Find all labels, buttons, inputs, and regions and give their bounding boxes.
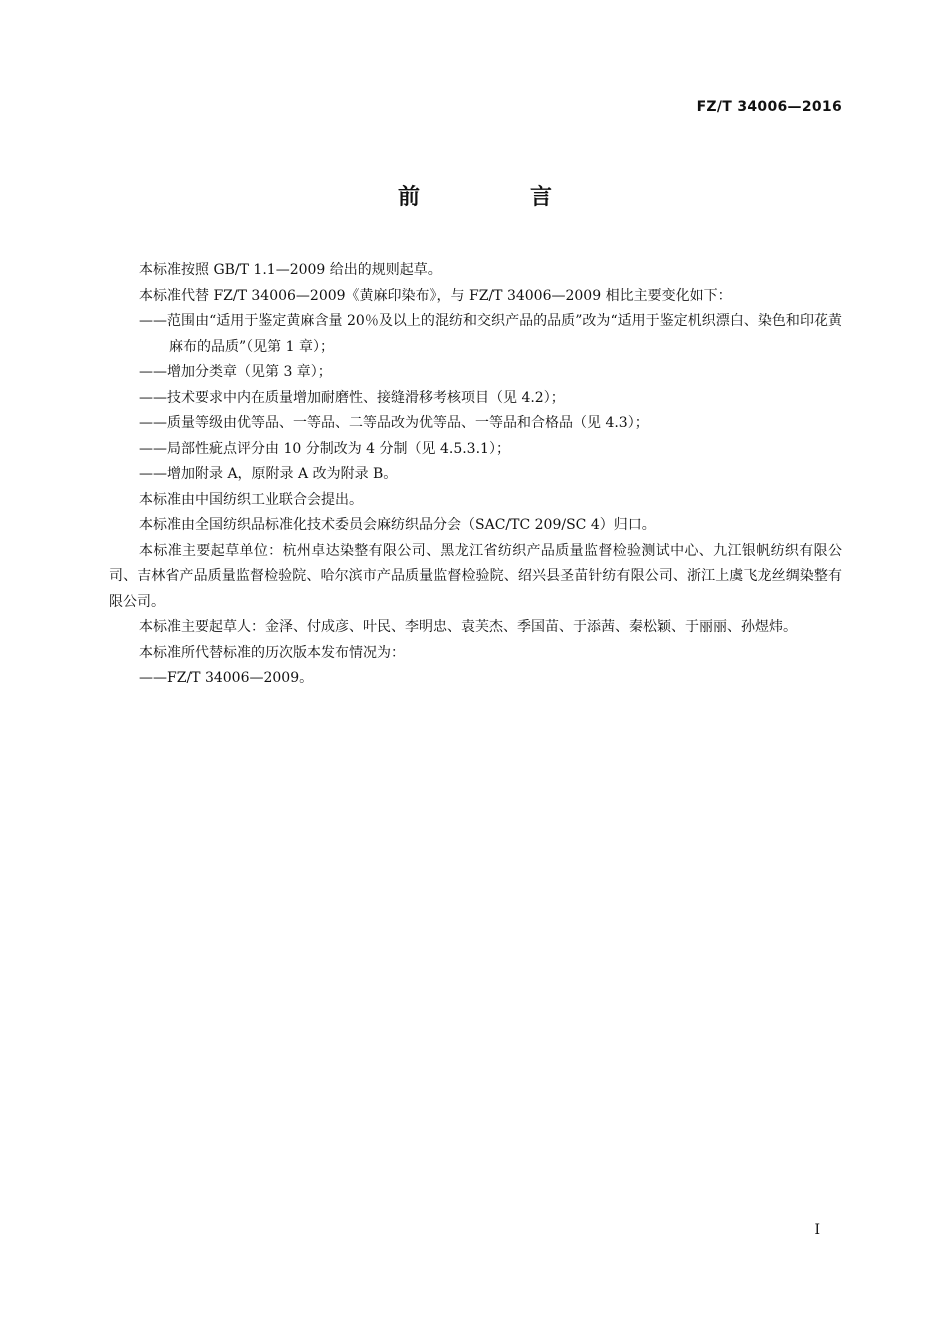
change-item-quality-grades: ——质量等级由优等品、一等品、二等品改为优等品、一等品和合格品（见 4.3）；: [139, 415, 649, 431]
page-title: 前 言: [397, 185, 596, 210]
paragraph-drafting-rules: 本标准按照 GB/T 1.1—2009 给出的规则起草。: [139, 262, 442, 278]
paragraph-drafters: 本标准主要起草人：金泽、付成彦、叶民、李明忠、袁芙杰、季国苗、于添茜、秦松颖、于丽丽、孙煜炜。: [139, 619, 797, 635]
previous-edition-item: ——FZ/T 34006—2009。: [139, 670, 314, 686]
foreword-body: [109, 258, 842, 692]
change-item-classification: ——增加分类章（见第 3 章）；: [139, 364, 332, 380]
change-item-defect-scoring: ——局部性疵点评分由 10 分制改为 4 分制（见 4.5.3.1）；: [139, 440, 510, 457]
change-item-annex: ——增加附录 A，原附录 A 改为附录 B。: [139, 466, 398, 482]
paragraph-drafting-organizations: 本标准主要起草单位：杭州卓达染整有限公司、黑龙江省纺织产品质量监督检验测试中心、九江银帆纺织有限公司、吉林省产品质量监督检验院、哈尔滨市产品质量监督检验院、绍兴县圣苗针纺有限公司、浙江上虞飞龙丝绸染整有限公司。: [109, 542, 842, 610]
paragraph-under-jurisdiction: 本标准由全国纺织品标准化技术委员会麻纺织品分会（SAC/TC 209/SC 4）归口。: [139, 517, 656, 533]
page-number: I: [814, 1222, 820, 1238]
change-item-technical-requirements: ——技术要求中内在质量增加耐磨性、接缝滑移考核项目（见 4.2）；: [139, 389, 565, 406]
standard-code: FZ/T 34006—2016: [696, 99, 842, 115]
change-item-scope: ——范围由“适用于鉴定黄麻含量 20％及以上的混纺和交织产品的品质”改为“适用于鉴定机织漂白、染色和印花黄麻布的品质”（见第 1 章）；: [139, 313, 842, 355]
paragraph-previous-editions: 本标准所代替标准的历次版本发布情况为：: [139, 644, 405, 661]
paragraph-replaces: 本标准代替 FZ/T 34006—2009《黄麻印染布》，与 FZ/T 34006—2009 相比主要变化如下：: [139, 287, 732, 304]
paragraph-proposed-by: 本标准由中国纺织工业联合会提出。: [139, 491, 363, 508]
